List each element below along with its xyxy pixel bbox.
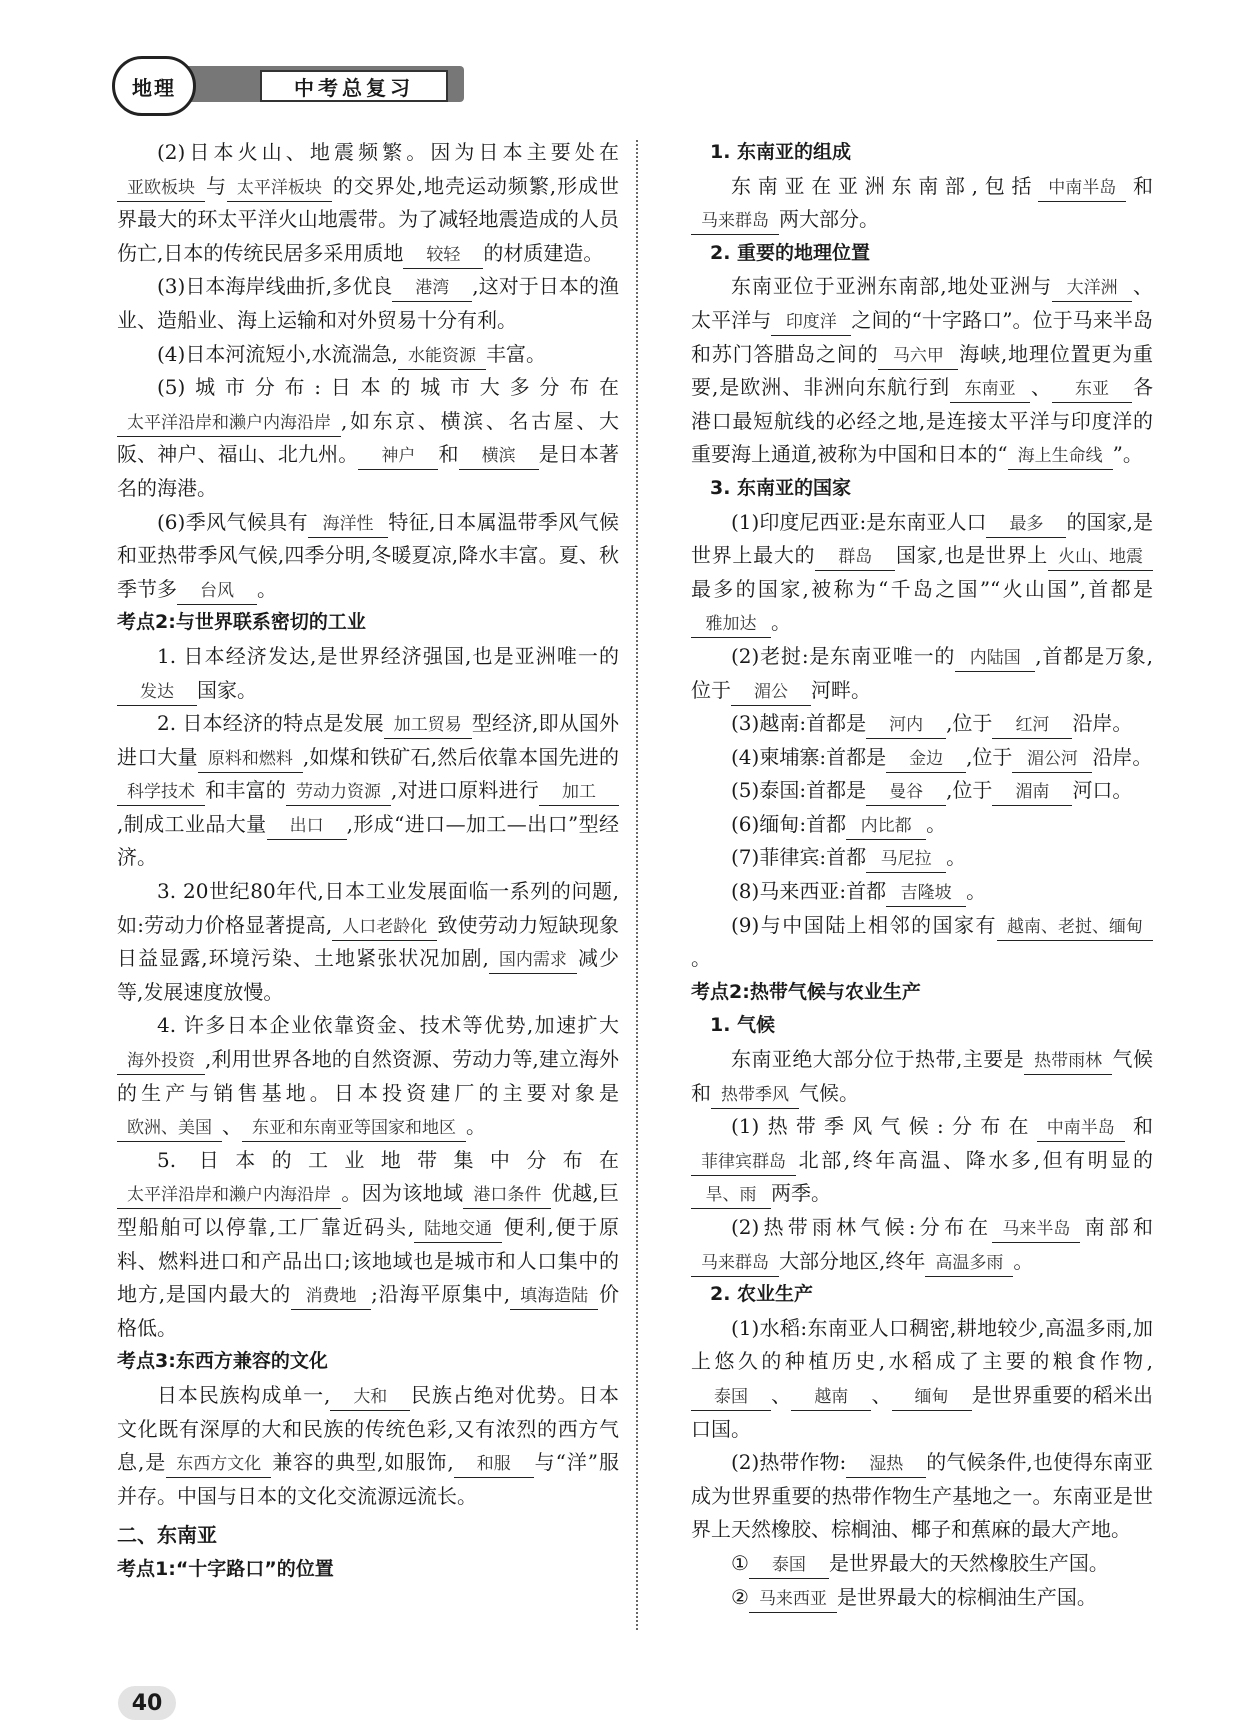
paragraph: (6)季风气候具有 海洋性 特征,日本属温带季风气候和亚热带季风气候,四季分明,冬暖夏凉,降水丰富。夏、秋季节多 台风 。: [117, 506, 619, 607]
answer-blank: 红河: [992, 712, 1072, 739]
answer-blank: 吉隆坡: [886, 880, 966, 907]
answer-blank: 填海造陆: [510, 1283, 598, 1310]
paragraph: (4)柬埔寨:首都是 金边 ,位于 湄公河 沿岸。: [691, 741, 1153, 775]
paragraph: (7)菲律宾:首都 马尼拉 。: [691, 841, 1153, 875]
answer-blank: 金边: [886, 746, 966, 773]
paragraph: (6)缅甸:首都 内比都 。: [691, 808, 1153, 842]
paragraph: ① 泰国 是世界最大的天然橡胶生产国。: [691, 1547, 1153, 1581]
paragraph: (1)热带季风气候:分布在 中南半岛 和菲律宾群岛 北部,终年高温、降水多,但有明显的旱、雨 两季。: [691, 1110, 1153, 1211]
section-heading: 考点1:“十字路口”的位置: [117, 1557, 334, 1580]
answer-blank: 内比都: [846, 813, 926, 840]
paragraph: (3)日本海岸线曲折,多优良 港湾 ,这对于日本的渔业、造船业、海上运输和对外贸易十分有利。: [117, 274, 620, 332]
subheading: 1. 气候: [710, 1014, 776, 1037]
paragraph: (9)与中国陆上相邻的国家有 越南、老挝、缅甸。: [691, 909, 1153, 976]
right-column: [691, 136, 1153, 1614]
answer-blank: 水能资源: [398, 343, 486, 370]
answer-blank: 马来半岛: [992, 1216, 1080, 1243]
answer-blank: 旱、雨: [691, 1182, 771, 1209]
answer-blank: 湄公: [731, 679, 811, 706]
answer-blank: 加工: [539, 779, 619, 806]
subheading: 1. 东南亚的组成: [710, 141, 852, 163]
answer-blank: 港湾: [392, 275, 472, 302]
paragraph: (2)热带雨林气候:分布在 马来半岛 南部和马来群岛 大部分地区,终年 高温多雨 。: [691, 1211, 1153, 1278]
paragraph: 3. 20世纪80年代,日本工业发展面临一系列的问题,如:劳动力价格显著提高, 人口老龄化 致使劳动力短缺现象日益显露,环境污染、土地紧张状况加剧, 国内需求 减少等,发展速度放慢。: [117, 879, 620, 1004]
answer-blank: 亚欧板块: [117, 175, 205, 202]
section-heading: 考点3:东西方兼容的文化: [117, 1350, 328, 1373]
answer-blank: 陆地交通: [414, 1216, 502, 1243]
answer-blank: 马来西亚: [749, 1586, 837, 1613]
answer-blank: 越南、老挝、缅甸: [997, 914, 1153, 941]
paragraph: ② 马来西亚 是世界最大的棕榈油生产国。: [691, 1581, 1153, 1615]
answer-blank: 横滨: [459, 443, 539, 470]
answer-blank: 中南半岛: [1037, 1115, 1125, 1142]
answer-blank: 出口: [267, 813, 347, 840]
paragraph: 日本民族构成单一, 大和 民族占绝对优势。日本文化既有深厚的大和民族的传统色彩,又有浓烈的西方气息,是 东西方文化 兼容的典型,如服饰, 和服 与“洋”服并存。中国与日本的文化交流源远流长。: [117, 1382, 620, 1508]
answer-blank: 越南: [791, 1384, 871, 1411]
page-number: 40: [118, 1686, 176, 1720]
answer-blank: 高温多雨: [925, 1250, 1013, 1277]
chapter-heading: 二、东南亚: [117, 1523, 217, 1548]
answer-blank: 雅加达: [691, 611, 771, 638]
paragraph: (3)越南:首都是 河内 ,位于 红河 沿岸。: [691, 707, 1153, 741]
paragraph: 5. 日本的工业地带集中分布在太平洋沿岸和濑户内海沿岸 。因为该地域 港口条件 优越,巨型船舶可以停靠,工厂靠近码头, 陆地交通 便利,便于原料、燃料进口和产品出口;该地域也是城市和人口集中的地方,是国内最大的 消费地 ;沿海平原集中, 填海造陆 价格低。: [117, 1147, 620, 1340]
answer-blank: 缅甸: [892, 1384, 972, 1411]
answer-blank: 台风: [177, 578, 257, 605]
answer-blank: 海外投资: [117, 1048, 205, 1075]
subheading: 2. 重要的地理位置: [710, 241, 871, 264]
book-title: 中考总复习: [260, 70, 448, 102]
answer-blank: 印度洋: [771, 309, 851, 336]
paragraph: 东南亚绝大部分位于热带,主要是 热带雨林 气候和 热带季风 气候。: [691, 1043, 1153, 1110]
answer-blank: 神户: [358, 443, 438, 470]
page-header: [112, 54, 472, 116]
paragraph: (2)老挝:是东南亚唯一的 内陆国 ,首都是万象,位于 湄公 河畔。: [691, 640, 1153, 707]
answer-blank: 太平洋沿岸和濑户内海沿岸: [117, 1182, 341, 1209]
answer-blank: 海洋性: [308, 511, 388, 538]
answer-blank: 海上生命线: [1008, 443, 1113, 470]
answer-blank: 人口老龄化: [332, 914, 437, 941]
answer-blank: 加工贸易: [384, 712, 472, 739]
answer-blank: 太平洋沿岸和濑户内海沿岸: [117, 410, 341, 437]
answer-blank: 较轻: [403, 242, 483, 269]
answer-blank: 火山、地震: [1048, 544, 1153, 571]
answer-blank: 马六甲: [878, 343, 958, 370]
section-heading: 考点2:与世界联系密切的工业: [117, 611, 366, 634]
subject-badge: 地理: [112, 56, 196, 116]
subheading: 2. 农业生产: [710, 1283, 814, 1306]
answer-blank: 湄南: [992, 779, 1072, 806]
answer-blank: 太平洋板块: [227, 175, 332, 202]
paragraph: (5)城市分布:日本的城市大多分布在太平洋沿岸和濑户内海沿岸 ,如东京、横滨、名古屋、大阪、神户、福山、北九州。 神户 和 横滨 是日本著名的海港。: [117, 375, 620, 500]
answer-blank: 马来群岛: [691, 1250, 779, 1277]
answer-blank: 湿热: [846, 1451, 926, 1478]
answer-blank: 和服: [454, 1451, 534, 1478]
answer-blank: 国内需求: [489, 947, 577, 974]
paragraph: (1)印度尼西亚:是东南亚人口 最多 的国家,是世界上最大的 群岛 国家,也是世界上 火山、地震最多的国家,被称为“千岛之国”“火山国”,首都是雅加达 。: [691, 506, 1153, 640]
answer-blank: 泰国: [691, 1384, 771, 1411]
paragraph: (1)水稻:东南亚人口稠密,耕地较少,高温多雨,加上悠久的种植历史,水稻成了主要的粮食作物,泰国 、 越南 、 缅甸 是世界重要的稻米出口国。: [691, 1315, 1154, 1441]
answer-blank: 大洋洲: [1052, 275, 1132, 302]
answer-blank: 群岛: [815, 544, 895, 571]
section-heading: 考点2:热带气候与农业生产: [691, 980, 921, 1003]
answer-blank: 消费地: [291, 1283, 371, 1310]
left-column: [117, 136, 619, 1587]
paragraph: 1. 日本经济发达,是世界经济强国,也是亚洲唯一的发达 国家。: [117, 640, 619, 707]
paragraph: 4. 许多日本企业依靠资金、技术等优势,加速扩大海外投资 ,利用世界各地的自然资源、劳动力等,建立海外的生产与销售基地。日本投资建厂的主要对象是欧洲、美国 、 东亚和东南亚等国家和地区 。: [117, 1009, 619, 1143]
paragraph: (2)日本火山、地震频繁。因为日本主要处在亚欧板块 与 太平洋板块 的交界处,地壳运动频繁,形成世界最大的环太平洋火山地震带。为了减轻地震造成的人员伤亡,日本的传统民居多采用质地 较轻 的材质建造。: [117, 136, 619, 270]
paragraph: (8)马来西亚:首都 吉隆坡 。: [691, 875, 1153, 909]
answer-blank: 发达: [117, 679, 197, 706]
answer-blank: 劳动力资源: [286, 779, 391, 806]
answer-blank: 中南半岛: [1038, 175, 1126, 202]
paragraph: (4)日本河流短小,水流湍急, 水能资源 丰富。: [117, 338, 619, 372]
paragraph: (2)热带作物: 湿热 的气候条件,也使得东南亚成为世界重要的热带作物生产基地之一。东南亚是世界上天然橡胶、棕榈油、椰子和蕉麻的最大产地。: [691, 1450, 1153, 1542]
column-divider: [636, 140, 638, 1630]
answer-blank: 热带季风: [711, 1082, 799, 1109]
answer-blank: 港口条件: [463, 1182, 551, 1209]
answer-blank: 东亚: [1052, 376, 1132, 403]
answer-blank: 泰国: [749, 1552, 829, 1579]
answer-blank: 科学技术: [117, 779, 205, 806]
paragraph: 2. 日本经济的特点是发展 加工贸易 型经济,即从国外进口大量 原料和燃料 ,如煤和铁矿石,然后依靠本国先进的科学技术 和丰富的 劳动力资源 ,对进口原料进行 加工,制成工业品大量 出口 ,形成“进口—加工—出口”型经济。: [117, 711, 620, 870]
paragraph: (5)泰国:首都是 曼谷 ,位于 湄南 河口。: [691, 774, 1153, 808]
answer-blank: 原料和燃料: [198, 746, 303, 773]
answer-blank: 东亚和东南亚等国家和地区: [242, 1115, 466, 1142]
answer-blank: 热带雨林: [1024, 1048, 1112, 1075]
answer-blank: 马尼拉: [866, 846, 946, 873]
answer-blank: 大和: [330, 1384, 410, 1411]
answer-blank: 内陆国: [955, 645, 1035, 672]
answer-blank: 欧洲、美国: [117, 1115, 222, 1142]
paragraph: 东南亚位于亚洲东南部,地处亚洲与 大洋洲 、太平洋与 印度洋 之间的“十字路口”。位于马来半岛和苏门答腊岛之间的 马六甲 海峡,地理位置更为重要,是欧洲、非洲向东航行到 东南亚 、 东亚 各港口最短航线的必经之地,是连接太平洋与印度洋的重要海上通道,被称为中国和日本的“ 海上生命线 ”。: [691, 270, 1153, 472]
answer-blank: 湄公河: [1012, 746, 1092, 773]
paragraph: 东南亚在亚洲东南部,包括 中南半岛 和马来群岛 两大部分。: [691, 170, 1153, 237]
answer-blank: 河内: [866, 712, 946, 739]
answer-blank: 菲律宾群岛: [691, 1149, 796, 1176]
answer-blank: 马来群岛: [691, 208, 779, 235]
answer-blank: 最多: [986, 511, 1066, 538]
answer-blank: 东西方文化: [166, 1451, 271, 1478]
answer-blank: 曼谷: [866, 779, 946, 806]
subheading: 3. 东南亚的国家: [710, 476, 852, 499]
answer-blank: 东南亚: [950, 376, 1030, 403]
